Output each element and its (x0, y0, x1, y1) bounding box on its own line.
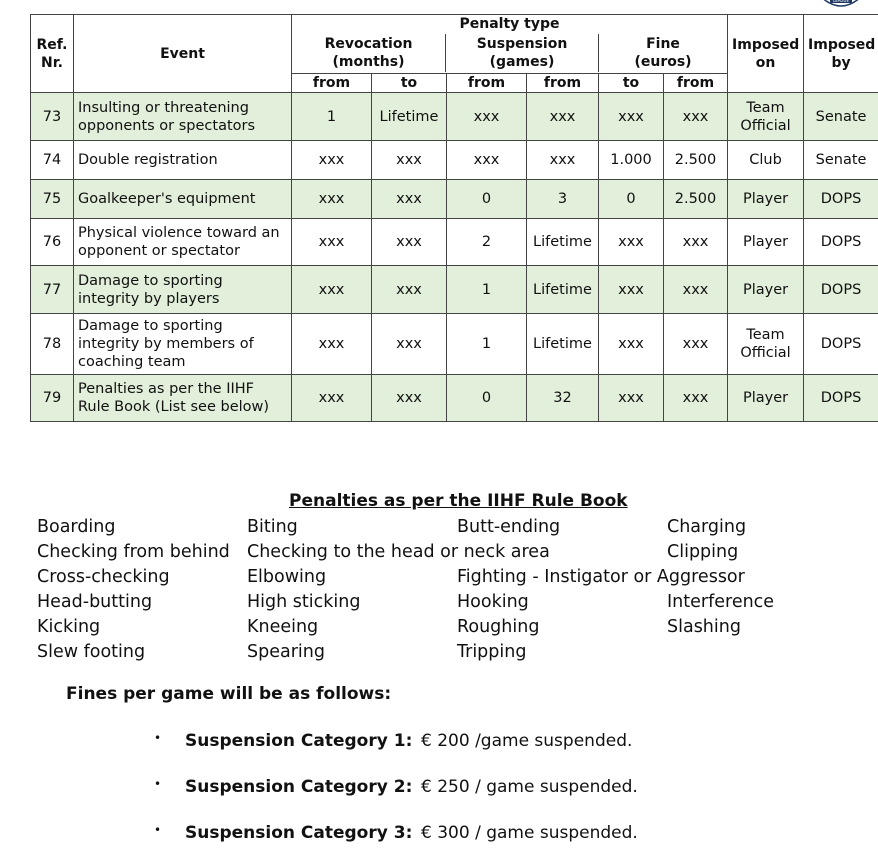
ref-cell: 74 (31, 141, 74, 180)
penalty-item: Cross-checking (37, 567, 170, 587)
fine-from-cell: 1.000 (599, 141, 664, 180)
imposed-by-cell: Senate (804, 93, 878, 141)
league-logo (818, 0, 864, 14)
logo-text: LEAGUE (833, 0, 849, 4)
header-imposed-on: Imposed on (728, 15, 804, 93)
penalty-item: Kneeing (247, 617, 319, 637)
sub-header: from (447, 74, 527, 93)
rev-from-cell: xxx (292, 180, 372, 219)
table-row (31, 180, 878, 219)
fine-to-cell: xxx (664, 266, 728, 314)
rev-to-cell: xxx (372, 314, 447, 375)
fine-from-cell: xxx (599, 219, 664, 266)
penalty-item: Charging (667, 517, 747, 537)
rev-to-cell: xxx (372, 180, 447, 219)
ref-cell: 76 (31, 219, 74, 266)
sub-header: to (599, 74, 664, 93)
bullet-icon: • (154, 823, 162, 837)
sus-from-cell: 2 (447, 219, 527, 266)
penalty-item: Slew footing (37, 642, 146, 662)
event-cell: Penalties as per the IIHF Rule Book (List see below) (74, 375, 292, 422)
sus-from-cell: 0 (447, 180, 527, 219)
event-cell: Double registration (74, 141, 292, 180)
sus-to-cell: xxx (527, 141, 599, 180)
fine-from-cell: xxx (599, 314, 664, 375)
table-row (31, 314, 878, 375)
event-cell: Damage to sporting integrity by players (74, 266, 292, 314)
rev-to-cell: xxx (372, 266, 447, 314)
header-penalty-type (292, 15, 728, 74)
table-row (31, 375, 878, 422)
table-row (31, 266, 878, 314)
fine-amount: € 200 /game suspended. (421, 731, 633, 751)
ref-cell: 73 (31, 93, 74, 141)
rev-from-cell: xxx (292, 375, 372, 422)
rev-from-cell: xxx (292, 219, 372, 266)
header-ref: Ref. Nr. (31, 15, 74, 93)
rev-to-cell: xxx (372, 141, 447, 180)
fine-from-cell: xxx (599, 266, 664, 314)
header-imposed-by: Imposed by (804, 15, 878, 93)
penalty-item: Checking from behind (37, 542, 230, 562)
sus-to-cell: Lifetime (527, 314, 599, 375)
penalty-item: Biting (247, 517, 298, 537)
penalty-item: Hooking (457, 592, 529, 612)
imposed-on-cell: Player (728, 219, 804, 266)
sus-to-cell: 32 (527, 375, 599, 422)
fine-to-cell: xxx (664, 219, 728, 266)
rev-to-cell: xxx (372, 219, 447, 266)
event-cell: Damage to sporting integrity by members of coaching team (74, 314, 292, 375)
bullet-icon: • (154, 777, 162, 791)
sub-header: from (292, 74, 372, 93)
penalty-item: Slashing (667, 617, 741, 637)
imposed-by-cell: DOPS (804, 375, 878, 422)
fine-amount: € 250 / game suspended. (421, 777, 638, 797)
fines-title: Fines per game will be as follows: (66, 684, 392, 704)
imposed-on-cell: Player (728, 180, 804, 219)
sub-header: from (664, 74, 728, 93)
rev-to-cell: xxx (372, 375, 447, 422)
imposed-on-cell: Team Official (728, 314, 804, 375)
table-row (31, 141, 878, 180)
imposed-on-cell: Player (728, 375, 804, 422)
penalty-table (30, 14, 878, 422)
sus-to-cell: xxx (527, 93, 599, 141)
fine-to-cell: xxx (664, 93, 728, 141)
penalty-item: Head-butting (37, 592, 153, 612)
sus-from-cell: xxx (447, 93, 527, 141)
header-suspension: Suspension (games) (446, 34, 599, 72)
header-revocation: Revocation (months) (292, 34, 446, 72)
penalty-item: Roughing (457, 617, 540, 637)
penalty-item: Spearing (247, 642, 325, 662)
imposed-by-cell: DOPS (804, 314, 878, 375)
penalties-title: Penalties as per the IIHF Rule Book (289, 491, 628, 511)
ref-cell: 79 (31, 375, 74, 422)
penalty-item: Butt-ending (457, 517, 561, 537)
penalty-item: Checking to the head or neck area (247, 542, 550, 562)
sus-from-cell: xxx (447, 141, 527, 180)
sus-from-cell: 0 (447, 375, 527, 422)
rev-from-cell: xxx (292, 314, 372, 375)
penalty-item: Tripping (457, 642, 527, 662)
imposed-by-cell: DOPS (804, 180, 878, 219)
imposed-on-cell: Club (728, 141, 804, 180)
table-row (31, 93, 878, 141)
penalty-type-label: Penalty type (459, 16, 560, 32)
fine-from-cell: xxx (599, 375, 664, 422)
sus-from-cell: 1 (447, 314, 527, 375)
imposed-on-cell: Player (728, 266, 804, 314)
fine-to-cell: 2.500 (664, 180, 728, 219)
fine-from-cell: xxx (599, 93, 664, 141)
penalty-item: Fighting - Instigator or Aggressor (457, 567, 745, 587)
event-cell: Goalkeeper's equipment (74, 180, 292, 219)
bullet-icon: • (154, 731, 162, 745)
sus-to-cell: Lifetime (527, 219, 599, 266)
ref-cell: 75 (31, 180, 74, 219)
penalty-item: Elbowing (247, 567, 327, 587)
imposed-on-cell: Team Official (728, 93, 804, 141)
event-cell: Insulting or threatening opponents or spectators (74, 93, 292, 141)
fine-to-cell: xxx (664, 314, 728, 375)
imposed-by-cell: DOPS (804, 219, 878, 266)
fine-to-cell: 2.500 (664, 141, 728, 180)
sus-to-cell: 3 (527, 180, 599, 219)
fine-category: Suspension Category 2: (185, 777, 413, 797)
sus-from-cell: 1 (447, 266, 527, 314)
penalty-item: Boarding (37, 517, 116, 537)
penalty-item: Clipping (667, 542, 739, 562)
sus-to-cell: Lifetime (527, 266, 599, 314)
sub-header: to (372, 74, 447, 93)
event-cell: Physical violence toward an opponent or spectator (74, 219, 292, 266)
imposed-by-cell: DOPS (804, 266, 878, 314)
penalty-item: High sticking (247, 592, 361, 612)
rev-to-cell: Lifetime (372, 93, 447, 141)
rev-from-cell: xxx (292, 141, 372, 180)
header-event: Event (74, 15, 292, 93)
table-row (31, 219, 878, 266)
rev-from-cell: 1 (292, 93, 372, 141)
rev-from-cell: xxx (292, 266, 372, 314)
fine-category: Suspension Category 3: (185, 823, 413, 843)
fine-amount: € 300 / game suspended. (421, 823, 638, 843)
header-fine: Fine (euros) (634, 36, 692, 70)
imposed-by-cell: Senate (804, 141, 878, 180)
ref-cell: 77 (31, 266, 74, 314)
penalty-item: Interference (667, 592, 775, 612)
fine-to-cell: xxx (664, 375, 728, 422)
fine-from-cell: 0 (599, 180, 664, 219)
penalty-item: Kicking (37, 617, 101, 637)
sub-header: from (527, 74, 599, 93)
fine-category: Suspension Category 1: (185, 731, 413, 751)
ref-cell: 78 (31, 314, 74, 375)
